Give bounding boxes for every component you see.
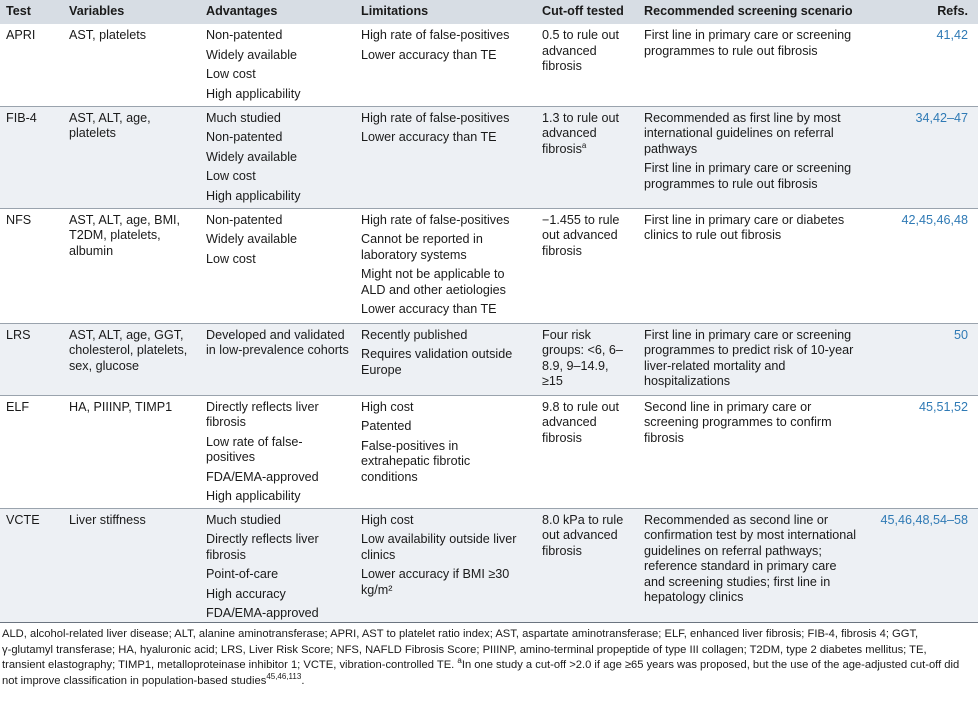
table-header (0, 0, 978, 24)
cell-advantages-item: FDA/EMA-approved (206, 469, 319, 484)
header-scenario: Recommended screening scenario (638, 0, 866, 24)
cell-cutoff (536, 24, 638, 106)
cell-advantages-item: Directly reflects liver fibrosis (206, 399, 319, 430)
cell-advantages-item: Widely available (206, 232, 297, 247)
cell-scenario (638, 106, 866, 208)
cell-limitations (355, 395, 536, 508)
table-footnote (2, 627, 974, 689)
cell-cutoff (536, 395, 638, 508)
cutoff-text: Four risk groups: <6, 6–8.9, 9–14.9, ≥15 (542, 327, 623, 389)
cell-cutoff (536, 208, 638, 323)
cutoff-text: 8.0 kPa to rule out advanced fibrosis (542, 512, 624, 558)
cell-advantages-item: Much studied (206, 512, 281, 527)
cell-limitations (355, 208, 536, 323)
cell-advantages-item: Non-patented (206, 28, 283, 42)
cell-advantages (200, 323, 355, 395)
cell-cutoff (536, 508, 638, 623)
cell-advantages-item: Point-of-care (206, 567, 279, 582)
cell-advantages-item: Widely available (206, 47, 297, 62)
header-cutoff: Cut-off tested (536, 0, 638, 24)
cell-limitations (355, 508, 536, 623)
header-test: Test (0, 0, 63, 24)
cell-advantages-item: Non-patented (206, 130, 283, 145)
cell-variables: AST, ALT, age, platelets (63, 106, 200, 208)
cutoff-text: 0.5 to rule out advanced fibrosis (542, 28, 620, 74)
cell-advantages-item: Non-patented (206, 212, 283, 227)
cell-test: FIB-4 (0, 106, 63, 208)
cell-scenario (638, 395, 866, 508)
cell-test: NFS (6, 212, 32, 227)
cell-advantages-item: Low cost (206, 251, 256, 266)
cell-variables: AST, ALT, age, BMI, T2DM, platelets, albumin (69, 212, 181, 258)
cell-limitations (355, 323, 536, 395)
table-row (0, 508, 978, 623)
cell-advantages (200, 395, 355, 508)
cell-cutoff (536, 106, 638, 208)
cutoff-text: 9.8 to rule out advanced fibrosis (542, 399, 620, 445)
cell-cutoff (536, 323, 638, 395)
cell-variables: HA, PIIINP, TIMP1 (69, 399, 173, 414)
cell-test: LRS (0, 323, 63, 395)
cell-scenario-item: Recommended as second line or confirmation test by most international guidelines on referral pathways; reference standard in primary care and screening studies; first line in hepatology clinics (644, 512, 857, 605)
cell-scenario-item: First line in primary care or screening programmes to rule out fibrosis (644, 161, 852, 191)
header-advantages: Advantages (200, 0, 355, 24)
cell-limitations (355, 106, 536, 208)
cell-advantages (200, 508, 355, 623)
cell-limitations-item: Low availability outside liver clinics (361, 532, 517, 562)
cell-limitations-item: Patented (361, 419, 412, 434)
cell-variables: AST, ALT, age, GGT, cholesterol, platelets, sex, glucose (63, 323, 200, 395)
table-row (0, 106, 978, 208)
cell-advantages (200, 106, 355, 208)
table-row (0, 323, 978, 395)
table-row (0, 24, 978, 106)
footnote-citation: 45,46,113 (266, 671, 302, 681)
cell-scenario (638, 208, 866, 323)
cell-test: ELF (6, 399, 30, 414)
cell-scenario (638, 508, 866, 623)
footnote-line: γ-glutamyl transferase; HA, hyaluronic acid; LRS, Liver Risk Score; NFS, NAFLD Fibrosis Score; PIIINP, amino-terminal propeptide of type III collagen; T2DM, type 2 diabetes mellitus; TE, (2, 643, 927, 656)
footnote-text: In one study a cut-off >2.0 if age ≥65 years was proposed, but the use of the age-adjusted cut-off did (461, 659, 960, 671)
table-row (0, 395, 978, 508)
cell-scenario-item: Recommended as first line by most international guidelines on referral pathways (644, 110, 841, 156)
table-body (0, 24, 978, 623)
cell-scenario (638, 24, 866, 106)
cell-refs[interactable]: 42,45,46,48 (901, 212, 968, 227)
cell-advantages (200, 208, 355, 323)
cell-refs[interactable]: 41,42 (936, 28, 968, 42)
cell-advantages-item: Low cost (206, 67, 256, 82)
footnote-line (2, 671, 974, 690)
cell-refs[interactable]: 34,42–47 (866, 106, 978, 208)
cell-scenario-item: Second line in primary care or screening programmes to confirm fibrosis (644, 399, 832, 445)
table-row (0, 208, 978, 323)
cell-limitations (355, 24, 536, 106)
cell-limitations-item: False-positives in extrahepatic fibrotic conditions (361, 438, 471, 484)
cell-limitations-item: Lower accuracy than TE (361, 302, 497, 317)
cell-limitations-item: High rate of false-positives (361, 110, 510, 125)
cell-advantages-item: Widely available (206, 149, 297, 164)
cell-advantages-item: High applicability (206, 86, 301, 101)
cell-test: APRI (6, 28, 36, 42)
footnote-line: ALD, alcohol-related liver disease; ALT, alanine aminotransferase; APRI, AST to platelet ratio index; AST, aspartate aminotransferase; ELF, enhanced liver fibrosis; FIB-4, fibrosis 4; GGT, (2, 628, 919, 640)
cell-advantages-item: Developed and validated in low-prevalence cohorts (206, 327, 349, 358)
cell-test: VCTE (0, 508, 63, 623)
cell-variables: AST, platelets (69, 28, 147, 42)
cell-advantages-item: Much studied (206, 110, 281, 125)
cell-advantages-item: High applicability (206, 188, 301, 203)
cell-limitations-item: Requires validation outside Europe (361, 347, 513, 377)
cell-scenario-item: First line in primary care or screening programmes to rule out fibrosis (644, 28, 852, 58)
cutoff-text: 1.3 to rule out advanced fibrosis (542, 110, 620, 156)
cell-variables: Liver stiffness (63, 508, 200, 623)
header-refs: Refs. (866, 0, 978, 24)
cell-scenario-item: First line in primary care or diabetes clinics to rule out fibrosis (644, 212, 845, 243)
cell-advantages-item: FDA/EMA-approved (206, 606, 319, 621)
cell-limitations-item: High rate of false-positives (361, 28, 510, 42)
cell-refs[interactable]: 45,46,48,54–58 (866, 508, 978, 623)
footnote-text: . (301, 674, 305, 687)
cell-advantages-item: Directly reflects liver fibrosis (206, 532, 319, 562)
cell-scenario-item: First line in primary care or screening programmes to predict risk of 10-year liver-related mortality and hospitalizations (644, 327, 854, 389)
header-limitations: Limitations (355, 0, 536, 24)
cell-limitations-item: Lower accuracy than TE (361, 130, 497, 145)
cell-limitations-item: Might not be applicable to ALD and other aetiologies (361, 267, 506, 297)
header-variables: Variables (63, 0, 200, 24)
cell-limitations-item: High cost (361, 399, 414, 414)
footnote-marker: a (581, 140, 587, 150)
cutoff-text: −1.455 to rule out advanced fibrosis (542, 212, 620, 258)
footnote-text: transient elastography; TIMP1, metalloproteinase inhibitor 1; VCTE, vibration-controlled TE. (2, 659, 458, 671)
cell-limitations-item: Cannot be reported in laboratory systems (361, 232, 483, 262)
cell-refs[interactable]: 50 (866, 323, 978, 395)
cell-advantages (200, 24, 355, 106)
cell-advantages-item: High accuracy (206, 586, 286, 601)
cell-scenario (638, 323, 866, 395)
cell-limitations-item: Lower accuracy than TE (361, 47, 497, 62)
footnote-text: not improve classification in population-based studies (2, 674, 267, 687)
cell-refs[interactable]: 45,51,52 (918, 399, 968, 414)
cell-limitations-item: High cost (361, 512, 414, 527)
cell-advantages-item: High applicability (206, 489, 301, 504)
cell-advantages-item: Low rate of false-positives (206, 434, 303, 465)
cell-advantages-item: Low cost (206, 169, 256, 184)
cell-limitations-item: Lower accuracy if BMI ≥30 kg/m² (361, 567, 510, 597)
cell-limitations-item: High rate of false-positives (361, 212, 510, 227)
footnote-line (2, 658, 974, 674)
cell-limitations-item: Recently published (361, 327, 468, 342)
footnote-marker: a (457, 656, 462, 665)
